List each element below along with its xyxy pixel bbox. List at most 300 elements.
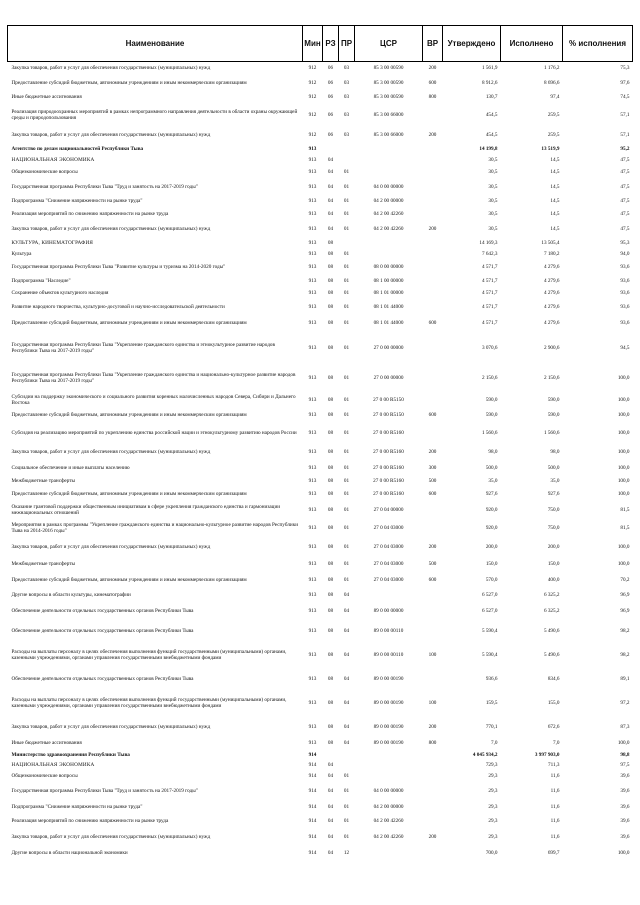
cell-percent: 47,5 xyxy=(620,183,630,190)
cell-pr: 04 xyxy=(343,652,350,658)
cell-vr: 800 xyxy=(428,94,437,100)
cell-min: 913 xyxy=(308,591,317,598)
cell-vr xyxy=(423,392,443,408)
cell-name: Иные бюджетные ассигнования xyxy=(11,94,82,100)
cell-csr: 04 2 00 42260 xyxy=(373,226,404,232)
cell-percent: 93,6 xyxy=(620,303,630,310)
cell-min: 913 xyxy=(308,723,317,730)
cell-approved: 1 561,9 xyxy=(481,65,498,72)
cell-percent: 95,2 xyxy=(620,146,630,152)
cell-min: 913 xyxy=(308,464,317,471)
cell-vr xyxy=(423,195,443,208)
cell-rz: 08 xyxy=(327,676,334,682)
cell-min: 912 xyxy=(308,79,317,86)
cell-name: Предоставление субсидий бюджетным, автономным учреждениям и иным некоммерческим организациям xyxy=(11,576,247,583)
table-row xyxy=(8,104,633,126)
cell-vr xyxy=(423,165,443,179)
cell-pr: 01 xyxy=(343,344,350,351)
cell-pr xyxy=(339,760,355,770)
cell-executed: 4 279,6 xyxy=(543,303,560,310)
cell-pr: 01 xyxy=(343,320,350,326)
header-vr: ВР xyxy=(423,26,443,62)
cell-rz: 08 xyxy=(327,700,334,706)
cell-approved: 98,0 xyxy=(488,449,498,455)
cell-min: 913 xyxy=(308,198,317,204)
cell-name: Межбюджетные трансферты xyxy=(11,477,76,484)
table-row xyxy=(8,364,633,392)
table-row xyxy=(8,601,633,621)
cell-min: 914 xyxy=(308,787,317,794)
cell-vr xyxy=(423,760,443,770)
cell-executed: 4 279,6 xyxy=(543,289,560,296)
cell-csr: 89 0 00 00190 xyxy=(373,723,404,730)
cell-pr: 01 xyxy=(343,803,350,810)
cell-percent: 57,1 xyxy=(620,131,630,138)
cell-pr: 01 xyxy=(343,449,350,455)
cell-vr xyxy=(423,814,443,828)
cell-approved: 4 571,7 xyxy=(481,303,498,310)
cell-name: Мероприятия в рамках программы "Укрепление гражданского единства и национально-культурное развитие народов Республики Тыва на 2014-2016 годы" xyxy=(11,521,298,534)
cell-name: Закупка товаров, работ и услуг для обеспечения государственных (муниципальных) нужд xyxy=(11,833,211,840)
cell-csr: 04 2 00 42260 xyxy=(373,211,404,217)
cell-vr xyxy=(423,846,443,860)
table-row xyxy=(8,589,633,601)
cell-vr xyxy=(423,287,443,299)
header-approved: Утверждено xyxy=(443,26,501,62)
table-row xyxy=(8,221,633,238)
cell-name: Предоставление субсидий бюджетным, автономным учреждениям и иным некоммерческим организациям xyxy=(11,320,247,326)
cell-rz: 06 xyxy=(327,131,334,138)
cell-min: 914 xyxy=(308,849,317,856)
cell-percent: 81,5 xyxy=(620,524,630,531)
cell-csr: 89 0 00 00110 xyxy=(373,652,404,658)
cell-approved: 8 912,6 xyxy=(481,79,498,86)
cell-percent: 100,0 xyxy=(617,464,630,471)
cell-name: Другие вопросы в области культуры, кинематографии xyxy=(11,591,131,598)
table-row xyxy=(8,299,633,315)
table-row xyxy=(8,760,633,770)
table-row xyxy=(8,332,633,364)
cell-approved: 590,0 xyxy=(485,412,498,418)
cell-min: 913 xyxy=(308,344,317,351)
cell-csr xyxy=(355,760,423,770)
cell-min: 913 xyxy=(308,700,317,706)
cell-percent: 100,0 xyxy=(617,396,630,403)
cell-name: НАЦИОНАЛЬНАЯ ЭКОНОМИКА xyxy=(11,156,95,163)
cell-vr xyxy=(423,770,443,782)
cell-name: Подпрограмма "Снижение напряженности на рынке труда" xyxy=(11,803,143,810)
cell-vr xyxy=(423,364,443,392)
cell-executed: 590,0 xyxy=(547,396,560,403)
cell-min: 913 xyxy=(308,183,317,190)
cell-rz: 08 xyxy=(327,320,334,326)
cell-min: 912 xyxy=(308,111,317,118)
cell-executed: 11,6 xyxy=(550,803,560,810)
cell-csr: 27 0 00 R5160 xyxy=(373,490,404,497)
cell-name: Иные бюджетные ассигнования xyxy=(11,739,82,746)
cell-executed: 834,6 xyxy=(547,676,560,682)
cell-csr: 27 0 00 R5160 xyxy=(373,449,404,455)
cell-percent: 98,8 xyxy=(620,751,630,758)
table-row xyxy=(8,126,633,144)
cell-rz: 08 xyxy=(327,506,334,513)
table-row xyxy=(8,91,633,104)
cell-min: 914 xyxy=(308,772,317,779)
cell-approved: 35,0 xyxy=(488,477,498,484)
cell-executed: 7 180,2 xyxy=(543,250,560,257)
cell-approved: 159,5 xyxy=(485,700,498,706)
cell-percent: 96,9 xyxy=(620,591,630,598)
cell-pr: 03 xyxy=(343,94,350,100)
cell-approved: 927,6 xyxy=(485,490,498,497)
cell-min: 913 xyxy=(308,652,317,658)
cell-approved: 30,5 xyxy=(488,211,498,217)
cell-executed: 750,0 xyxy=(547,524,560,531)
cell-pr: 04 xyxy=(343,591,350,598)
cell-approved: 14 199,8 xyxy=(479,146,498,152)
cell-csr: 27 0 00 00000 xyxy=(373,344,404,351)
cell-name: Расходы на выплаты персоналу в целях обеспечения выполнения функций государственными (муниципальными) органами, казенными учреждениями, органами управления государственными внебюджетными фондами xyxy=(11,649,287,661)
table-row xyxy=(8,461,633,475)
cell-min: 913 xyxy=(308,576,317,583)
cell-csr: 27 0 00 R5150 xyxy=(373,396,404,403)
cell-rz: 04 xyxy=(327,833,334,840)
cell-csr xyxy=(355,846,423,860)
cell-csr xyxy=(355,155,423,165)
cell-approved: 920,0 xyxy=(485,506,498,513)
cell-percent: 100,0 xyxy=(617,374,630,381)
cell-csr: 27 0 04 03000 xyxy=(373,524,404,531)
cell-rz: 08 xyxy=(327,240,334,246)
cell-pr: 01 xyxy=(343,168,350,175)
cell-csr: 08 0 00 00000 xyxy=(373,263,404,270)
cell-approved: 2 150,6 xyxy=(481,374,498,381)
cell-name: Социальное обеспечение и иные выплаты населению xyxy=(11,464,130,471)
cell-name: Общеэкономические вопросы xyxy=(11,168,78,175)
cell-rz: 04 xyxy=(327,226,334,232)
cell-rz: 06 xyxy=(327,79,334,86)
table-row xyxy=(8,501,633,519)
cell-name: Сохранение объектов культурного наследия xyxy=(11,289,109,296)
cell-name: Подпрограмма "Снижение напряженности на рынке труда" xyxy=(11,198,143,204)
table-row xyxy=(8,249,633,259)
cell-executed: 6 325,2 xyxy=(543,591,560,598)
cell-name: Закупка товаров, работ и услуг для обеспечения государственных (муниципальных) нужд xyxy=(11,723,211,730)
cell-name: Предоставление субсидий бюджетным, автономным учреждениям и иным некоммерческим организациям xyxy=(11,412,247,418)
cell-pr xyxy=(339,750,355,760)
cell-csr: 27 0 04 03000 xyxy=(373,576,404,583)
cell-executed: 200,0 xyxy=(547,543,560,550)
cell-min: 913 xyxy=(308,320,317,326)
cell-min: 914 xyxy=(308,803,317,810)
cell-vr: 600 xyxy=(428,412,437,418)
cell-percent: 74,5 xyxy=(620,94,630,100)
cell-csr xyxy=(355,144,423,155)
cell-min: 913 xyxy=(308,676,317,682)
cell-executed: 2 900,6 xyxy=(543,344,560,351)
cell-approved: 7 642,3 xyxy=(481,250,498,257)
table-row xyxy=(8,828,633,846)
table-row xyxy=(8,800,633,814)
cell-min: 912 xyxy=(308,65,317,72)
cell-name: Развитие народного творчества, культурно-досуговой и научно-исследовательской деятельности xyxy=(11,303,225,310)
cell-percent: 39,6 xyxy=(620,817,630,824)
cell-executed: 14,5 xyxy=(550,198,560,204)
cell-percent: 47,5 xyxy=(620,226,630,232)
table-row xyxy=(8,238,633,249)
cell-percent: 100,0 xyxy=(617,430,630,436)
cell-approved: 29,3 xyxy=(488,817,498,824)
cell-vr xyxy=(423,423,443,444)
cell-rz: 08 xyxy=(327,344,334,351)
cell-percent: 39,6 xyxy=(620,772,630,779)
cell-rz: 04 xyxy=(327,168,334,175)
cell-executed: 400,0 xyxy=(547,576,560,583)
cell-percent: 98,2 xyxy=(620,652,630,658)
cell-pr: 01 xyxy=(343,506,350,513)
cell-vr xyxy=(423,589,443,601)
cell-percent: 100,0 xyxy=(617,543,630,550)
cell-approved: 3 070,6 xyxy=(481,344,498,351)
cell-min: 914 xyxy=(308,751,317,758)
cell-csr: 89 0 00 00000 xyxy=(373,607,404,614)
cell-name: Расходы на выплаты персоналу в целях обеспечения выполнения функций государственными (муниципальными) органами, казенными учреждениями, органами управления государственными внебюджетными фондами xyxy=(11,697,287,709)
cell-rz xyxy=(323,144,339,155)
cell-percent: 75,3 xyxy=(620,65,630,72)
cell-min: 913 xyxy=(308,607,317,614)
cell-vr xyxy=(423,275,443,287)
cell-pr: 04 xyxy=(343,676,350,682)
cell-executed: 97,4 xyxy=(550,94,560,100)
cell-executed: 4 279,6 xyxy=(543,263,560,270)
cell-approved: 5 590,4 xyxy=(481,627,498,634)
cell-executed: 14,5 xyxy=(550,168,560,175)
cell-min: 914 xyxy=(308,833,317,840)
cell-csr: 04 2 00 00000 xyxy=(373,803,404,810)
cell-rz: 04 xyxy=(327,211,334,217)
table-row xyxy=(8,179,633,195)
cell-pr xyxy=(339,238,355,249)
cell-vr xyxy=(423,332,443,364)
cell-vr: 200 xyxy=(428,543,437,550)
cell-vr xyxy=(423,155,443,165)
table-row xyxy=(8,770,633,782)
cell-min: 913 xyxy=(308,524,317,531)
cell-rz: 08 xyxy=(327,543,334,550)
cell-percent: 87,3 xyxy=(620,723,630,730)
cell-approved: 700,0 xyxy=(485,849,498,856)
cell-rz: 08 xyxy=(327,396,334,403)
cell-name: Государственная программа Республики Тыва "Укрепление гражданского единства и национально-культурное развитие народов Республики Тыва на 2017-2019 годы" xyxy=(11,371,296,384)
table-body xyxy=(8,62,633,860)
cell-percent: 81,5 xyxy=(620,506,630,513)
cell-name: Обеспечение деятельности отдельных государственных органов Республики Тыва xyxy=(11,676,194,682)
cell-vr xyxy=(423,519,443,537)
cell-csr: 27 0 00 R5160 xyxy=(373,464,404,471)
cell-pr: 01 xyxy=(343,277,350,284)
cell-approved: 454,5 xyxy=(485,111,498,118)
cell-min: 914 xyxy=(308,761,317,768)
cell-pr: 01 xyxy=(343,412,350,418)
cell-executed: 14,5 xyxy=(550,183,560,190)
cell-percent: 100,0 xyxy=(617,849,630,856)
cell-vr xyxy=(423,621,443,641)
cell-pr: 04 xyxy=(343,627,350,634)
cell-percent: 93,6 xyxy=(620,263,630,270)
cell-percent: 97,5 xyxy=(620,761,630,768)
cell-name: Государственная программа Республики Тыва "Труд и занятость на 2017-2019 годы" xyxy=(11,183,198,190)
cell-executed: 11,6 xyxy=(550,833,560,840)
cell-executed: 155,0 xyxy=(547,700,560,706)
cell-name: Общеэкономические вопросы xyxy=(11,772,78,779)
cell-executed: 1 560,6 xyxy=(543,430,560,436)
cell-name: Межбюджетные трансферты xyxy=(11,560,76,567)
cell-name: Субсидия на реализацию мероприятий по укреплению единства российской нации и этнокультурному развитию народов России xyxy=(11,430,297,436)
cell-min: 912 xyxy=(308,94,317,100)
cell-min: 913 xyxy=(308,449,317,455)
cell-name: Предоставление субсидий бюджетным, автономным учреждениям и иным некоммерческим организациям xyxy=(11,79,247,86)
cell-csr: 04 0 00 00000 xyxy=(373,183,404,190)
budget-table xyxy=(7,25,633,860)
cell-executed: 14,5 xyxy=(550,156,560,163)
cell-csr: 04 2 00 42260 xyxy=(373,817,404,824)
cell-rz: 08 xyxy=(327,576,334,583)
cell-pr: 01 xyxy=(343,289,350,296)
cell-min: 913 xyxy=(308,156,317,163)
cell-name: Подпрограмма "Наследие" xyxy=(11,277,71,284)
cell-pr: 01 xyxy=(343,430,350,436)
table-row xyxy=(8,208,633,221)
cell-pr: 03 xyxy=(343,65,350,72)
cell-approved: 30,5 xyxy=(488,226,498,232)
cell-vr xyxy=(423,782,443,800)
cell-approved: 130,7 xyxy=(485,94,498,100)
cell-name: Закупка товаров, работ и услуг для обеспечения государственных (муниципальных) нужд xyxy=(11,65,211,72)
cell-name: Закупка товаров, работ и услуг для обеспечения государственных (муниципальных) нужд xyxy=(11,226,211,232)
cell-executed: 1 176,2 xyxy=(543,65,560,72)
cell-approved: 4 571,7 xyxy=(481,289,498,296)
cell-executed: 98,0 xyxy=(550,449,560,455)
cell-csr: 08 1 00 00000 xyxy=(373,277,404,284)
cell-name: Оказание грантовой поддержки общественным инициативам в сфере укрепления гражданского единства и гармонизации межнациональных отношений xyxy=(11,503,281,516)
cell-rz: 08 xyxy=(327,652,334,658)
table-row xyxy=(8,571,633,589)
cell-vr: 200 xyxy=(428,723,437,730)
cell-percent: 95,3 xyxy=(620,240,630,246)
table-row xyxy=(8,392,633,408)
cell-executed: 590,0 xyxy=(547,412,560,418)
cell-min: 913 xyxy=(308,240,317,246)
cell-csr: 04 0 00 00000 xyxy=(373,787,404,794)
cell-approved: 729,3 xyxy=(485,761,498,768)
cell-pr: 01 xyxy=(343,183,350,190)
cell-name: Агентство по делам национальностей Республики Тыва xyxy=(11,146,144,152)
cell-rz: 08 xyxy=(327,277,334,284)
cell-min: 913 xyxy=(308,506,317,513)
cell-percent: 100,0 xyxy=(617,477,630,484)
cell-vr xyxy=(423,670,443,689)
cell-percent: 93,6 xyxy=(620,320,630,326)
cell-rz: 04 xyxy=(327,849,334,856)
table-row xyxy=(8,315,633,332)
cell-rz: 08 xyxy=(327,739,334,746)
cell-csr: 27 0 04 03000 xyxy=(373,543,404,550)
header-min: Мин xyxy=(303,26,323,62)
cell-csr: 08 1 01 44000 xyxy=(373,303,404,310)
cell-rz xyxy=(323,750,339,760)
cell-vr xyxy=(423,249,443,259)
cell-csr: 27 0 00 00000 xyxy=(373,374,404,381)
cell-csr: 27 0 04 00000 xyxy=(373,506,404,513)
cell-pr: 01 xyxy=(343,833,350,840)
cell-approved: 4 045 934,2 xyxy=(472,751,498,758)
header-executed: Исполнено xyxy=(501,26,563,62)
cell-rz: 08 xyxy=(327,449,334,455)
table-row xyxy=(8,557,633,571)
cell-executed: 8 696,6 xyxy=(543,79,560,86)
table-row xyxy=(8,689,633,718)
cell-executed: 150,0 xyxy=(547,560,560,567)
cell-rz: 04 xyxy=(327,787,334,794)
cell-pr: 01 xyxy=(343,477,350,484)
cell-approved: 920,0 xyxy=(485,524,498,531)
cell-pr: 01 xyxy=(343,198,350,204)
cell-percent: 39,6 xyxy=(620,833,630,840)
cell-rz: 08 xyxy=(327,250,334,257)
cell-approved: 4 571,7 xyxy=(481,263,498,270)
cell-csr: 08 1 01 00000 xyxy=(373,289,404,296)
cell-csr: 27 0 00 R5160 xyxy=(373,477,404,484)
cell-name: Государственная программа Республики Тыва "Труд и занятость на 2017-2019 годы" xyxy=(11,787,198,794)
cell-percent: 93,6 xyxy=(620,277,630,284)
cell-rz: 08 xyxy=(327,607,334,614)
cell-executed: 500,0 xyxy=(547,464,560,471)
cell-rz: 04 xyxy=(327,772,334,779)
cell-pr: 04 xyxy=(343,723,350,730)
header-percent: % исполнения xyxy=(563,26,633,62)
cell-approved: 150,0 xyxy=(485,560,498,567)
cell-approved: 4 571,7 xyxy=(481,320,498,326)
cell-min: 913 xyxy=(308,543,317,550)
cell-min: 913 xyxy=(308,303,317,310)
cell-csr xyxy=(355,249,423,259)
header-pr: ПР xyxy=(339,26,355,62)
cell-vr xyxy=(423,750,443,760)
header-rz: РЗ xyxy=(323,26,339,62)
cell-rz: 08 xyxy=(327,374,334,381)
cell-executed: 14,5 xyxy=(550,226,560,232)
cell-percent: 47,5 xyxy=(620,168,630,175)
cell-vr: 200 xyxy=(428,449,437,455)
cell-csr: 89 0 00 00190 xyxy=(373,739,404,746)
header-name: Наименование xyxy=(8,26,303,62)
cell-name: Субсидии на поддержку экономического и социального развития коренных малочисленных народов Севера, Сибири и Дальнего Востока xyxy=(11,393,296,406)
cell-min: 913 xyxy=(308,289,317,296)
cell-min: 913 xyxy=(308,560,317,567)
cell-vr: 200 xyxy=(428,65,437,72)
cell-pr: 03 xyxy=(343,111,350,118)
table-row xyxy=(8,621,633,641)
cell-csr: 27 0 00 R5160 xyxy=(373,430,404,436)
cell-approved: 500,0 xyxy=(485,464,498,471)
cell-pr: 01 xyxy=(343,576,350,583)
cell-min: 913 xyxy=(308,739,317,746)
cell-csr xyxy=(355,165,423,179)
cell-min: 913 xyxy=(308,412,317,418)
cell-vr: 600 xyxy=(428,490,437,497)
cell-min: 913 xyxy=(308,168,317,175)
cell-rz: 04 xyxy=(327,183,334,190)
